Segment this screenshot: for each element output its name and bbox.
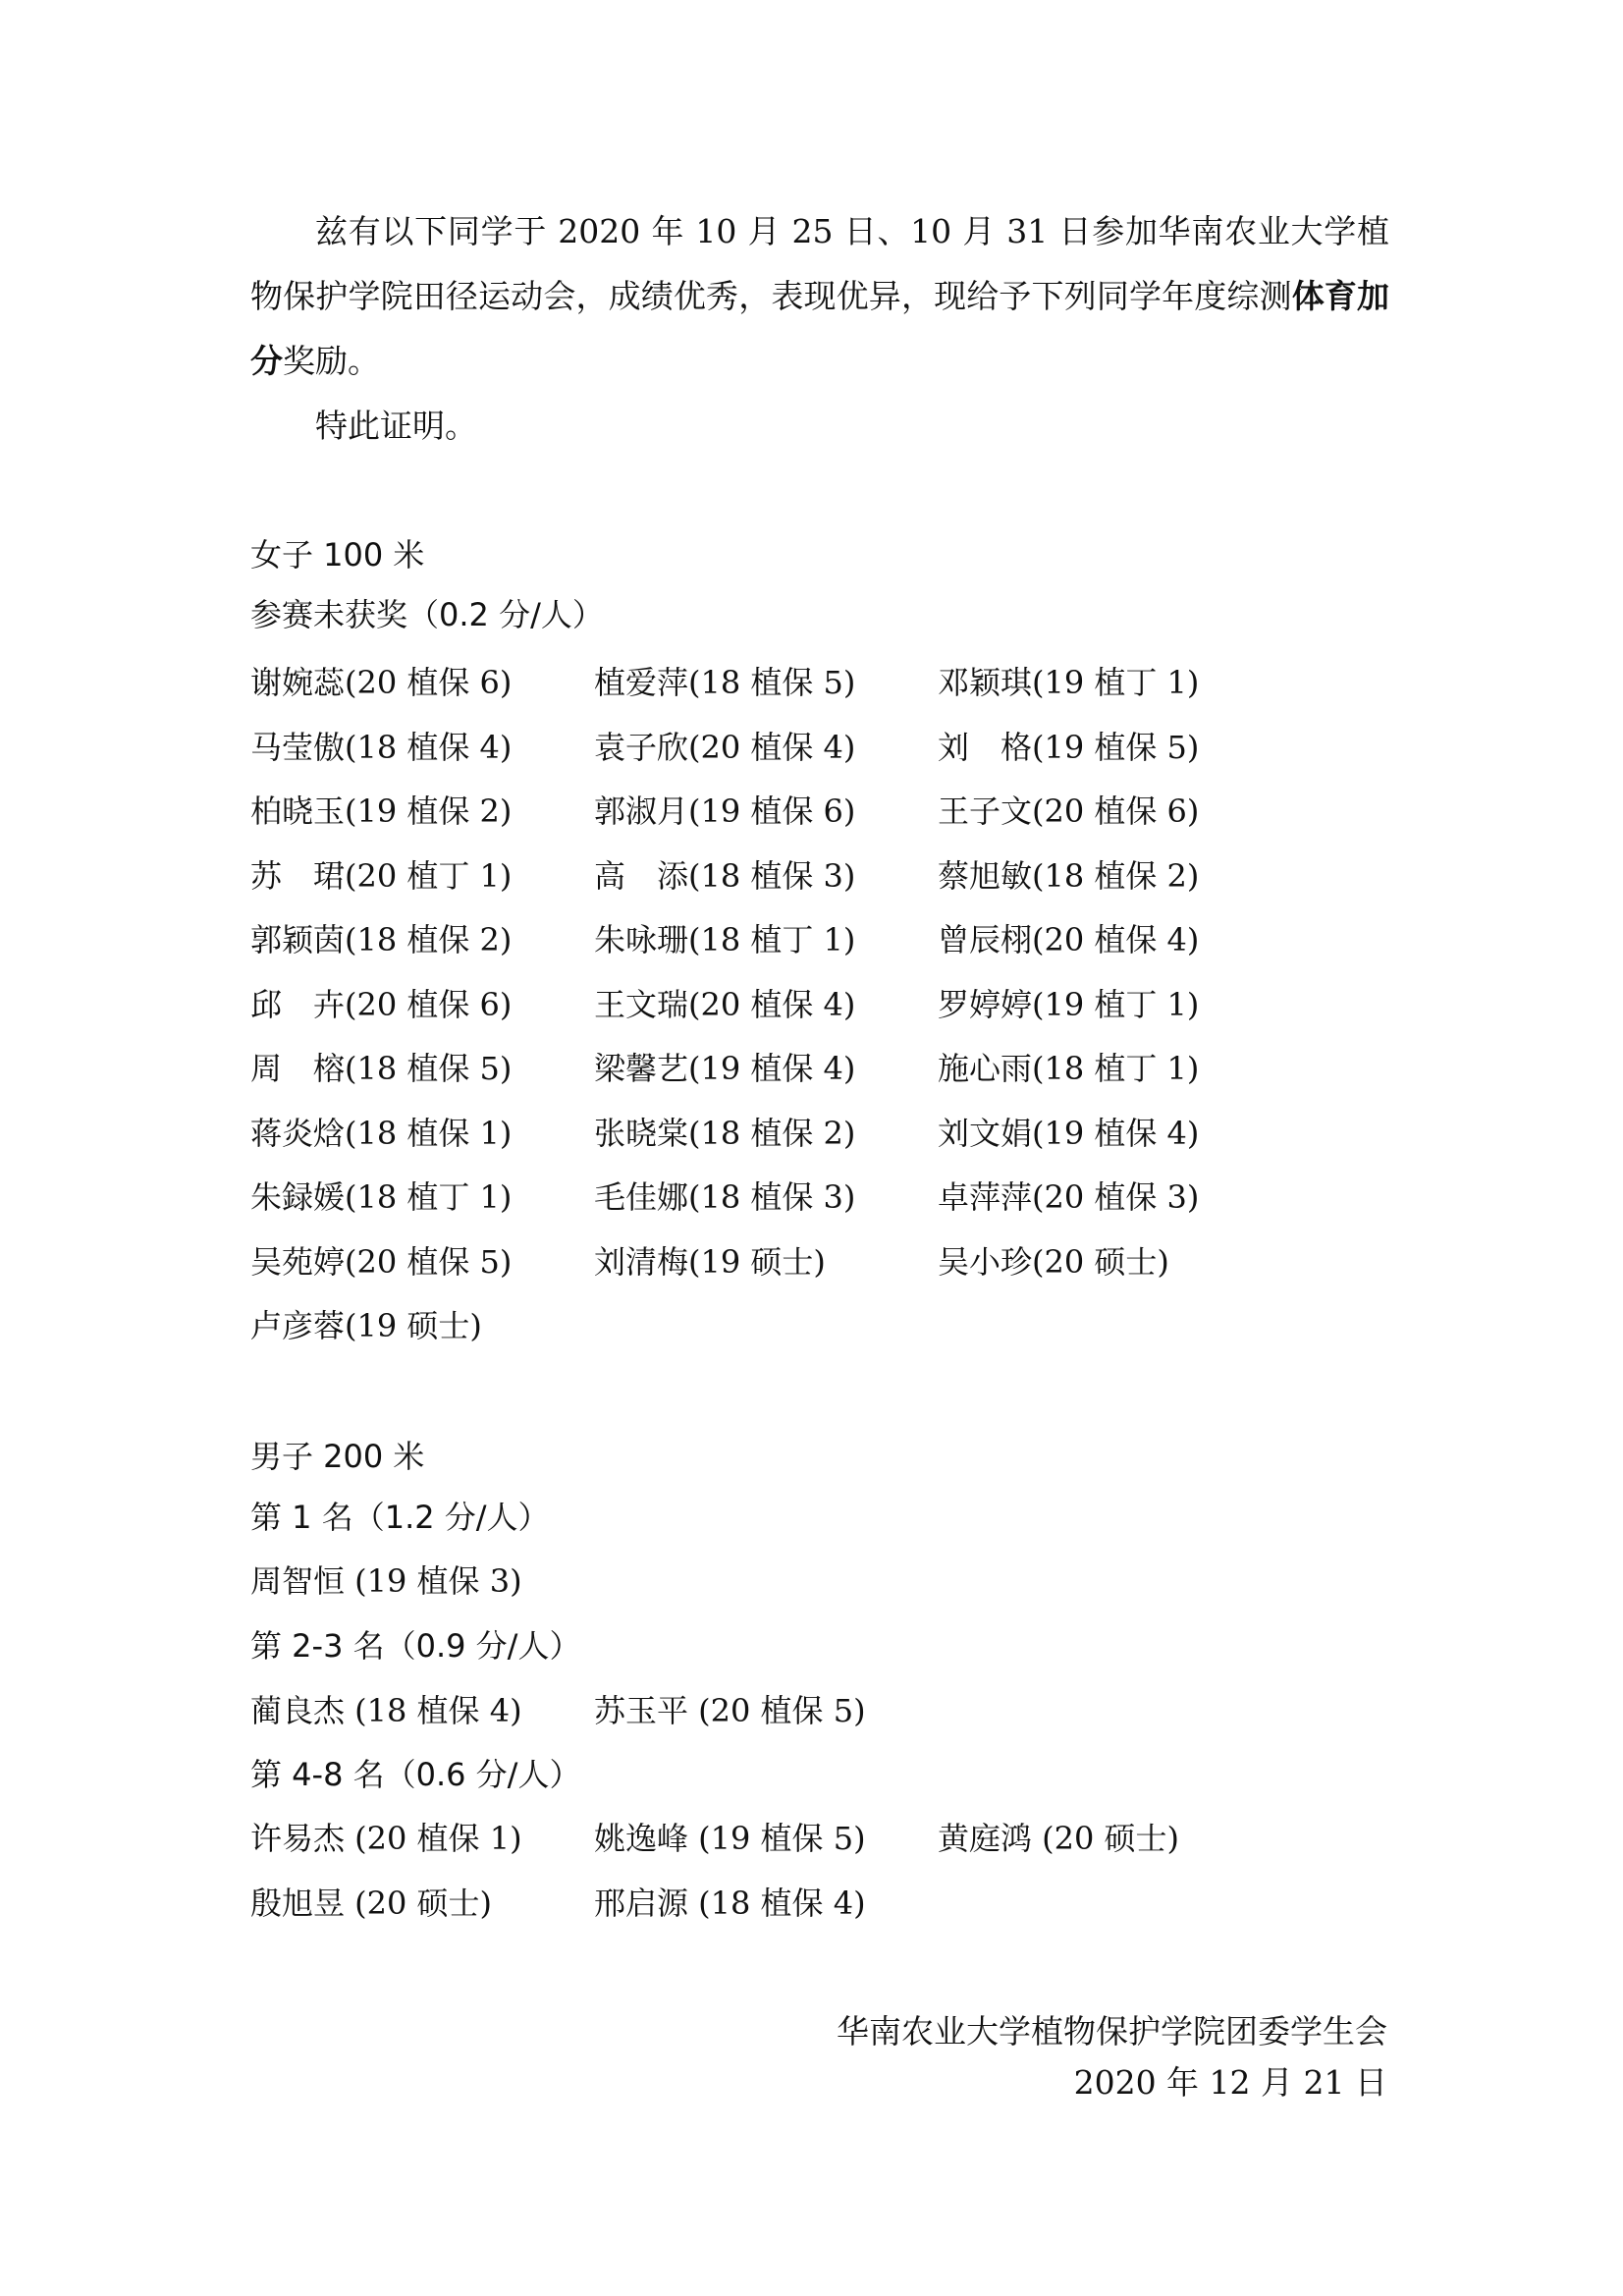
student-entry: 殷旭昱 (20 硕士) [250, 1884, 493, 1922]
student-entry: 施心雨(18 植丁 1) [938, 1050, 1200, 1087]
name-row [250, 1561, 1232, 1626]
intro-text: 兹有以下同学于 2020 年 10 月 25 日、10 月 31 日参加华南农业大学植物保护学院田径运动会，成绩优秀，表现优异，现给予下列同学年度综测 [250, 212, 1389, 315]
student-entry: 卓萍萍(20 植保 3) [938, 1178, 1200, 1216]
student-entry: 朱咏珊(18 植丁 1) [594, 921, 856, 958]
men-200m-third-list [250, 1819, 1232, 1947]
student-entry: 曾辰栩(20 植保 4) [938, 921, 1200, 958]
student-entry: 蔡旭敏(18 植保 2) [938, 856, 1200, 895]
student-entry: 张晓棠(18 植保 2) [594, 1114, 856, 1152]
men-200m-second-title: 第 2-3 名（0.9 分/人） [250, 1627, 581, 1665]
name-row [250, 1177, 1232, 1242]
women-100m-list [250, 663, 1232, 1371]
student-entry: 卢彦蓉(19 硕士) [250, 1307, 482, 1344]
certify-line: 特此证明。 [315, 407, 477, 445]
women-100m-title: 女子 100 米 [250, 536, 425, 574]
student-entry: 郭颖茵(18 植保 2) [250, 921, 513, 958]
student-entry: 刘文娟(19 植保 4) [938, 1114, 1200, 1152]
student-entry: 郭淑月(19 植保 6) [594, 793, 856, 830]
student-entry: 袁子欣(20 植保 4) [594, 728, 856, 766]
student-entry: 周 榕(18 植保 5) [250, 1050, 513, 1087]
student-entry: 周智恒 (19 植保 3) [250, 1562, 522, 1600]
name-row [250, 1819, 1232, 1884]
name-row [250, 728, 1232, 793]
student-entry: 邱 卉(20 植保 6) [250, 985, 513, 1023]
student-entry: 王子文(20 植保 6) [938, 793, 1200, 830]
student-entry: 柏晓玉(19 植保 2) [250, 793, 513, 830]
name-row [250, 856, 1232, 921]
student-entry: 高 添(18 植保 3) [594, 856, 856, 895]
student-entry: 毛佳娜(18 植保 3) [594, 1178, 856, 1216]
name-row [250, 985, 1232, 1050]
intro-bold-text: 体育加分 [250, 277, 1390, 380]
student-entry: 吴小珍(20 硕士) [938, 1242, 1169, 1281]
name-row [250, 792, 1232, 856]
student-entry: 苏玉平 (20 植保 5) [594, 1692, 866, 1729]
men-200m-first-list [250, 1561, 1232, 1626]
name-row [250, 1049, 1232, 1114]
student-entry: 苏 珺(20 植丁 1) [250, 856, 513, 895]
name-row [250, 920, 1232, 985]
men-200m-third-title: 第 4-8 名（0.6 分/人） [250, 1756, 581, 1793]
student-entry: 邓颖琪(19 植丁 1) [938, 664, 1200, 701]
intro-paragraph [250, 199, 1389, 394]
footer-date: 2020 年 12 月 21 日 [1073, 2063, 1387, 2102]
student-entry: 黄庭鸿 (20 硕士) [938, 1820, 1180, 1857]
student-entry: 吴苑婷(20 植保 5) [250, 1242, 513, 1281]
student-entry: 蔺良杰 (18 植保 4) [250, 1692, 522, 1729]
men-200m-first-title: 第 1 名（1.2 分/人） [250, 1499, 550, 1536]
women-100m-group-title: 参赛未获奖（0.2 分/人） [250, 596, 604, 633]
men-200m-second-list [250, 1691, 1232, 1756]
student-entry: 姚逸峰 (19 植保 5) [594, 1820, 866, 1857]
student-entry: 王文瑞(20 植保 4) [594, 985, 856, 1023]
student-entry: 朱録媛(18 植丁 1) [250, 1178, 513, 1216]
name-row [250, 1691, 1232, 1756]
intro-text-end: 奖励。 [283, 342, 380, 380]
student-entry: 许易杰 (20 植保 1) [250, 1820, 522, 1857]
student-entry: 植爱萍(18 植保 5) [594, 664, 856, 701]
men-200m-title: 男子 200 米 [250, 1438, 425, 1475]
student-entry: 谢婉蕊(20 植保 6) [250, 664, 513, 701]
student-entry: 梁馨艺(19 植保 4) [594, 1050, 856, 1087]
student-entry: 马莹傲(18 植保 4) [250, 728, 513, 766]
student-entry: 罗婷婷(19 植丁 1) [938, 985, 1200, 1023]
name-row [250, 1884, 1232, 1948]
name-row [250, 663, 1232, 728]
name-row [250, 1306, 1232, 1371]
footer-org: 华南农业大学植物保护学院团委学生会 [837, 2012, 1387, 2050]
student-entry: 刘 格(19 植保 5) [938, 728, 1200, 766]
name-row [250, 1242, 1232, 1307]
student-entry: 蒋炎焓(18 植保 1) [250, 1114, 513, 1152]
name-row [250, 1114, 1232, 1178]
student-entry: 邢启源 (18 植保 4) [594, 1884, 866, 1922]
student-entry: 刘清梅(19 硕士) [594, 1242, 826, 1281]
